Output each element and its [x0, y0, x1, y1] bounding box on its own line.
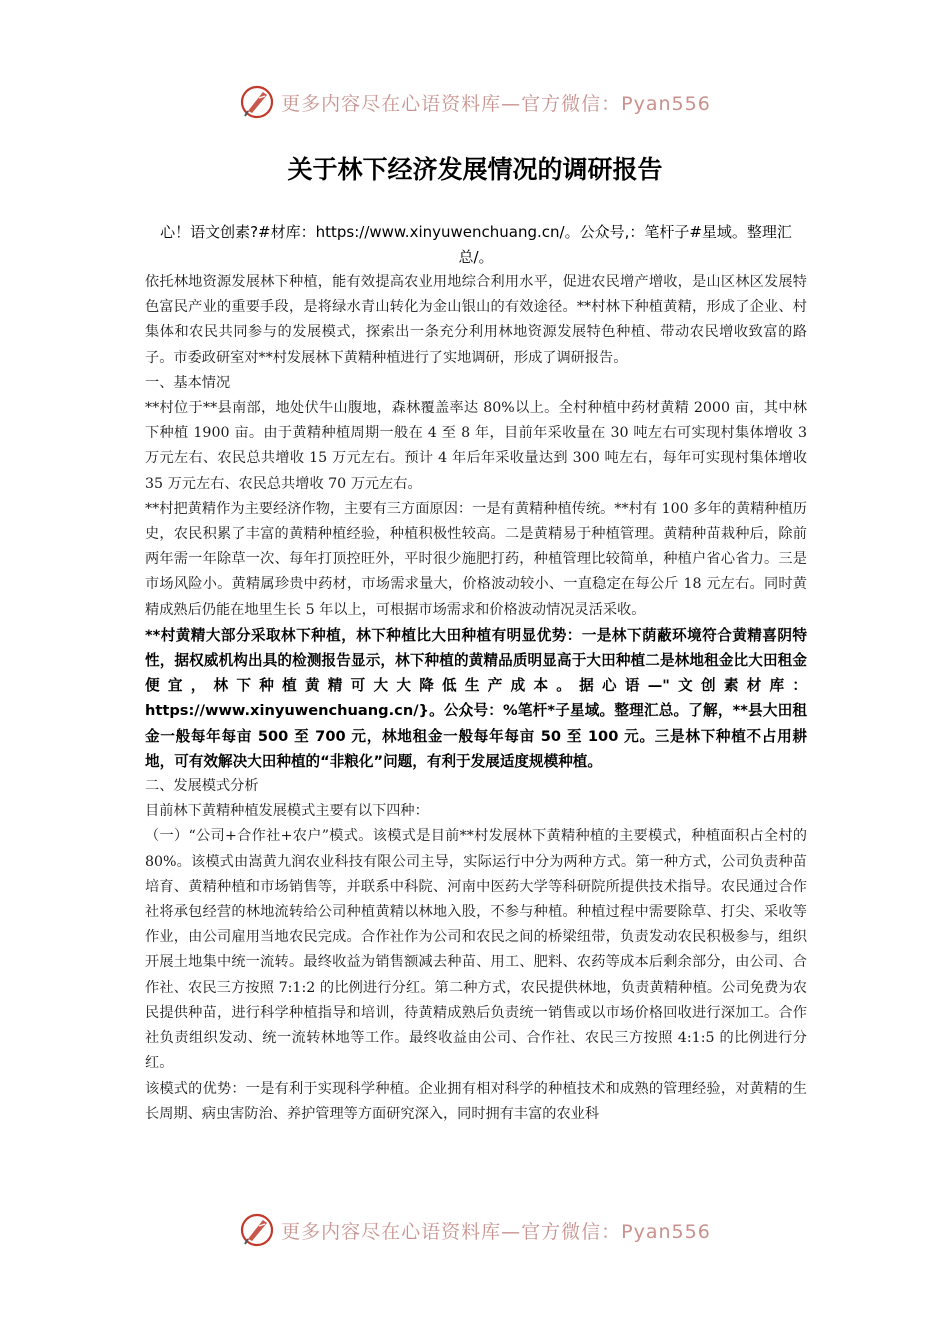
section-heading-model-analysis: 二、发展模式分析 — [145, 778, 259, 795]
source-note: 心！语文创素?#材库：https://www.xinyuwenchuang.cn/。公众号,：笔杆子#星域。整理汇总/。 — [160, 223, 792, 266]
quill-pen-logo-icon — [239, 1212, 275, 1248]
header-banner — [0, 80, 950, 124]
paragraph-model-one: （一）“公司+合作社+农户”模式。该模式是目前**村发展林下黄精种植的主要模式，种植面积占全村的 80%。该模式由嵩黄九润农业科技有限公司主导，实际运行中分为两种方式。第一种方式，公司负责种苗培育、黄精种植和市场销售等，并联系中科院、河南中医药大学等科研院所提供技术指导。农民通过合作社将承包经营的林地流转给公司种植黄精以林地入股，不参与种植。种植过程中需要除草、打尖、采收等作业，由公司雇用当地农民完成。合作社作为公司和农民之间的桥梁纽带，负责发动农民积极参与，组织开展土地集中统一流转。最终收益为销售额减去种苗、用工、肥料、农药等成本后剩余部分，由公司、合作社、农民三方按照 7:1:2 的比例进行分红。第二种方式，农民提供林地，负责黄精种植。公司免费为农民提供种苗，进行科学种植指导和培训，待黄精成熟后负责统一销售或以市场价格回收进行深加工。合作社负责组织发动、统一流转林地等工作。最终收益由公司、合作社、农民三方按照 4:1:5 的比例进行分红。 — [145, 828, 807, 1072]
banner-text: 更多内容尽在心语资料库—官方微信：Pyan556 — [281, 1220, 711, 1243]
quill-pen-logo-icon — [239, 84, 275, 120]
footer-banner — [0, 1208, 950, 1252]
paragraph-model-advantages: 该模式的优势：一是有利于实现科学种植。企业拥有相对科学的种植技术和成熟的管理经验，对黄精的生长周期、病虫害防治、养护管理等方面研究深入，同时拥有丰富的农业科 — [145, 1080, 807, 1122]
paragraph-models-intro: 目前林下黄精种植发展模式主要有以下四种： — [145, 803, 429, 820]
section-heading-basic-situation: 一、基本情况 — [145, 374, 231, 391]
paragraph-reasons: **村把黄精作为主要经济作物，主要有三方面原因：一是有黄精种植传统。**村有 100 多年的黄精种植历史，农民积累了丰富的黄精种植经验，种植积极性较高。二是黄精易于种植管理。黄精种苗栽种后，除前两年需一年除草一次、每年打顶控旺外，平时很少施肥打药，种植管理比较简单，种植户省心省力。三是市场风险小。黄精属珍贵中药材，市场需求量大，价格波动较小、一直稳定在每公斤 18 元左右。同时黄精成熟后仍能在地里生长 5 年以上，可根据市场需求和价格波动情况灵活采收。 — [145, 500, 807, 618]
document-title: 关于林下经济发展情况的调研报告 — [287, 155, 663, 184]
paragraph-intro: 依托林地资源发展林下种植，能有效提高农业用地综合利用水平，促进农民增产增收，是山区林区发展特色富民产业的重要手段，是将绿水青山转化为金山银山的有效途径。**村林下种植黄精，形成了企业、村集体和农民共同参与的发展模式，探索出一条充分利用林地资源发展特色种植、带动农民增收致富的路子。市委政研室对**村发展林下黄精种植进行了实地调研，形成了调研报告。 — [145, 274, 807, 366]
paragraph-village-overview: **村位于**县南部，地处伏牛山腹地，森林覆盖率达 80%以上。全村种植中药材黄精 2000 亩，其中林下种植 1900 亩。由于黄精种植周期一般在 4 至 8 年，目前年采收量在 30 吨左右可实现村集体增收 3 万元左右、农民总共增收 15 万元左右。预计 4 年后年采收量达到 300 吨左右，每年可实现村集体增收 35 万元左右、农民总共增收 70 万元左右。 — [145, 400, 807, 492]
document-body — [145, 220, 807, 1127]
paragraph-forest-advantages: **村黄精大部分采取林下种植，林下种植比大田种植有明显优势：一是林下荫蔽环境符合黄精喜阴特性，据权威机构出具的检测报告显示，林下种植的黄精品质明显高于大田种植二是林地租金比大田租金便宜，林下种植黄精可大大降低生产成本。据心语—"文创素材库：https://www.xinyuwenchuang.cn/}。公众号：%笔杆*子星域。整理汇总。了解，**县大田租金一般每年每亩 500 至 700 元，林地租金一般每年每亩 50 至 100 元。三是林下种植不占用耕地，可有效解决大田种植的“非粮化”问题，有利于发展适度规模种植。 — [145, 626, 807, 770]
banner-text: 更多内容尽在心语资料库—官方微信：Pyan556 — [281, 92, 711, 115]
